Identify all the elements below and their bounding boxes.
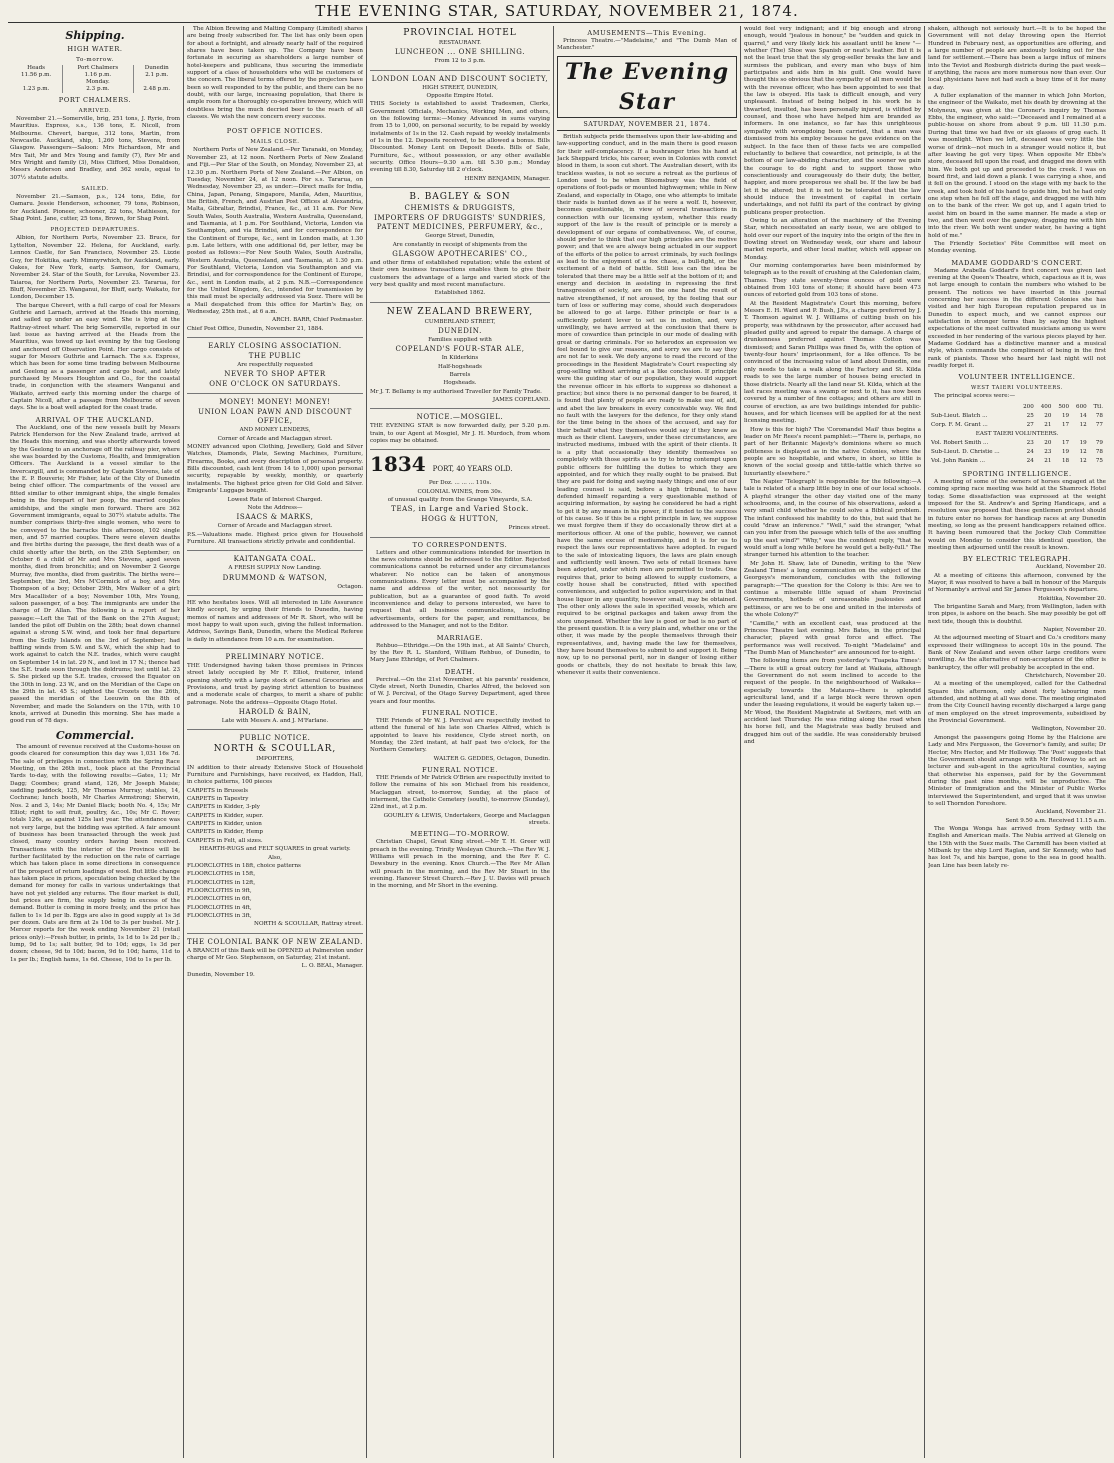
dateline: Hokitika, November 20.	[1037, 595, 1106, 602]
carpet-item: CARPETS in Felt, all sizes.	[187, 837, 263, 844]
meeting-heading: MEETING—TO-MORROW.	[410, 830, 510, 839]
london-loan-opp: Opposite Empire Hotel.	[426, 93, 494, 100]
telegraph-item: At the adjourned meeting of Stuart and Co.'s creditors many expressed their willingness to accept 10s in the pound. The Bank of New Zealand and seven other large creditors were unwilling. As the alternative of non-acceptance of the offer is bankruptcy, the offer will probably be accepted in the end.	[928, 635, 1106, 671]
amusements-heading: AMUSEMENTS—This Evening.	[587, 29, 707, 37]
funeral2-sign: GOURLEY & LEWIS, Undertakers, George and Maclaggan streets.	[383, 812, 550, 827]
bagley-addr: George Street, Dunedin,	[425, 233, 495, 240]
score-row	[930, 458, 1104, 465]
funeral2-text: THE Friends of Mr Patrick O'Brien are respectfully invited to follow the remains of his son Michael from his residence, Maclaggan street, to-morrow, Sunday, at the place of interment, the Catholic Cemetery (south), to-morrow (Sunday), 22nd inst., at 2 p.m.	[370, 774, 550, 811]
commercial-heading: Commercial.	[55, 728, 135, 742]
carpet-item: CARPETS in Brussels	[187, 787, 248, 794]
score-head	[930, 404, 1017, 411]
provincial-hotel-sub: RESTAURANT.	[438, 40, 482, 46]
local-item: "Camille," with an excellent cast, was produced at the Princess Theatre last evening. Mrs Bates, in the principal character, played with great force and effect. The performance was well received. To-night "Madelaine" and "The Dumb Man of Manchester" are announced for to-night.	[744, 620, 921, 656]
london-loan-text: THIS Society is established to assist Tradesmen, Clerks, Government Officials, Mechanics, Working Men, and others, on the following terms:—Money Advanced in sums varying from 15 to 1,000, on personal security, to be repaid by weekly instalments of 1s in the 12. Cash repaid by weekly instalments of 1s in the 12. Deposits received, to be allowed a bonus. Bills Discounted. Money Lent on Deposit Deeds. Bills of Sale, Furniture, &c., without possession, or any other available security. Office Hours—9.30 a.m. till 5.30 p.m.; Monday evening till 8.30, Saturday till 2 o'clock.	[370, 101, 550, 174]
preliminary-text: THE Undersigned having taken those premises in Princes street lately occupied by Mr F. Elliot, fruiterer, intend opening shortly with a large stock of General Groceries and Provisions, and trust by paying strict attention to business and a moderate scale of charges, to merit a share of public patronage. Note the address—Opposite Otago Hotel.	[187, 662, 363, 706]
sailed-text: November 21.—Samson, p.s., 124 tons, Edie, for Oamaru. Jessie Henderson, schooner, 79 tons, Robinson, for Auckland. Pioneer, schooner, 22 tons, Mathieson, for Shag Point. Jane, cutter, 25 tons, Brown, for Shag Point.	[10, 194, 180, 223]
union-title: UNION LOAN PAWN AND DISCOUNT OFFICE,	[198, 408, 352, 426]
score-head: 500	[1058, 403, 1070, 410]
score-cell: 78	[1095, 412, 1103, 419]
preliminary-sign: Late with Messrs A. and J. M'Farlane.	[221, 718, 329, 725]
mosgiel-title: NOTICE.—MOSGIEL.	[416, 413, 504, 422]
colonial-bank-sign: L. O. BEAL, Manager.	[301, 963, 363, 970]
score-cell: 24	[1026, 457, 1034, 464]
score-cell: 12	[1079, 457, 1087, 464]
nz-brewery-title: NEW ZEALAND BREWERY,	[386, 306, 534, 317]
score-cell: 17	[1061, 439, 1070, 446]
score-header-row	[930, 404, 1104, 411]
score-cell: 23	[1044, 448, 1052, 455]
tide-cell: 2.3 p.m.	[63, 86, 133, 93]
masthead-rule	[8, 22, 1106, 23]
score-cell: 19	[1079, 439, 1087, 446]
union-firm: ISAACS & MARKS,	[236, 513, 314, 522]
column-intelligence	[928, 26, 1106, 1458]
post-office-ad	[187, 122, 363, 338]
early-closing-sub: THE PUBLIC	[248, 352, 302, 361]
nz-brewery-item: Barrels	[449, 371, 471, 378]
sporting-text: A meeting of some of the owners of horses engaged at the coming spring race meeting was held at the Shamrock Hotel today. Some dissatisfaction was expressed at the weight imposed for the St. Andrew's and Spring Handicaps, and a resolution was proposed that these gentlemen protest should in future enter no horses for handicap races at any Dunedin meeting, so long as the present handicappers retained office. It having been rumoured that the Jockey Club Committee would on Monday to consider this identical question, the meeting then adjourned until the result is known.	[928, 478, 1106, 551]
floorcloth-item: FLOORCLOTHS in 6ft,	[187, 896, 252, 903]
score-cell: 21	[1044, 421, 1052, 428]
column-rule	[740, 26, 741, 1458]
north-scoullar-sign: NORTH & SCOULLAR, Rattray street.	[254, 921, 363, 928]
bagley-text2: and other firms of established reputation; while the extent of their own business transactions enables them to give their customers the advantage of a large and varied stock of the very best quality and most recent manufacture.	[370, 259, 550, 288]
score-head: 600	[1076, 403, 1087, 410]
provincial-hotel-title: PROVINCIAL HOTEL	[403, 28, 517, 38]
carpet-item: CARPETS in Kidder, union	[187, 821, 262, 828]
carpet-item: CARPETS in Kidder, super.	[187, 812, 264, 819]
tide-head: Heads	[10, 65, 63, 72]
score-cell: 24	[1026, 448, 1034, 455]
floorcloth-item: FLOORCLOTHS in 4ft,	[187, 904, 252, 911]
tide-cell: 1.16 p.m.	[63, 72, 133, 79]
early-closing-body: Are respectfully requested	[237, 362, 313, 369]
score-cell: 78	[1095, 448, 1103, 455]
column-rule	[924, 26, 925, 1458]
score-cell: 19	[1061, 448, 1070, 455]
score-row	[930, 440, 1104, 447]
preliminary-title: PRELIMINARY NOTICE.	[225, 652, 325, 661]
score-cell: Vol. John Rankin ...	[931, 457, 986, 464]
union-rate: Lowest Rate of Interest Charged.	[227, 496, 323, 503]
floorcloth-item: FLOORCLOTHS in 12ft,	[187, 879, 256, 886]
north-scoullar-ad	[187, 732, 363, 933]
score-cell: 14	[1079, 412, 1087, 419]
score-cell: 19	[1061, 412, 1070, 419]
colonial-bank-ad	[187, 936, 363, 983]
score-head: Ttl.	[1093, 403, 1103, 410]
tide-day: Monday.	[63, 79, 133, 86]
bagley-title: B. BAGLEY & SON	[409, 192, 511, 203]
local-item: How is this for high? The 'Coromandel Mail' thus begins a leader on Mr Rees's recent pamphlet:—"There is, perhaps, no part of her Britannic Majesty's dominions where so much politeness is displayed as in the native Colonies, where the people are so hospitable, and where, in short, so little is known of the social gossip and tittle-tattle which thrive so luxuriantly elsewhere."	[744, 426, 921, 477]
funeral-text: THE Friends of Mr W. J. Percival are respectfully invited to attend the funeral of his late son Charles Alfred, which is appointed to leave his residence, Clyde street north, on Monday, the 23rd instant, at half past two o'clock, for the Northern Cemetery.	[370, 717, 550, 754]
early-closing-big2: ONE O'CLOCK ON SATURDAYS.	[209, 380, 341, 389]
telegraph-item: At a meeting of the unemployed, called for the Cathedral Square this afternoon, only about forty labouring men attended, and nothing at all was done. The meeting originated from the City Council having recently discharged a large gang of men employed on the street improvements, subsidised by the Provincial Government.	[928, 681, 1106, 725]
union-address-label: Note the Address—	[247, 504, 303, 511]
score-cell: 25	[1026, 412, 1034, 419]
dateline-sub: Sent 9.50 a.m. Received 11.15 a.m.	[1005, 817, 1106, 824]
tide-table	[10, 65, 180, 93]
dateline: Auckland, November 21.	[1035, 809, 1106, 816]
sailed-heading: SAILED.	[81, 186, 109, 193]
union-corner: Corner of Arcade and Maclaggan street.	[217, 523, 333, 530]
correspondents-text: Letters and other communications intended for insertion in the news columns should be addressed to the Editor. Rejected communications cannot be returned under any circumstances whatever. No notice can be taken of anonymous communications. Every letter must be accompanied by the name and address of the writer, not necessarily for publication, but as a guarantee of good faith. To avoid inconvenience and delay to persons interested, we have to request that all business communications, including advertisements, orders for the paper, and remittances, be addressed to the Manager, and not to the Editor.	[370, 549, 550, 630]
colonial-wines: COLONIAL WINES, from 30s.	[417, 488, 503, 495]
column-notices	[187, 26, 363, 1458]
bagley-agents: Are constantly in receipt of shipments from the	[392, 241, 528, 248]
marriage-text: Rehbuo—Ethridge.—On the 19th inst., at All Saints' Church, by the Rev R. L. Stanford, William Rehbuo, of Dunedin, to Mary Jane Ethridge, of Port Chalmers.	[370, 642, 550, 664]
union-text: MONEY advanced upon Clothing, Jewellery, Gold and Silver Watches, Diamonds, Plate, Sewing Machines, Furniture, Firearms, Books, and every description of personal property. Bills discounted, cash lent (from 14 to 1,000) upon personal security, repayable by weekly, monthly, or quarterly instalments. The highest price given for Old Gold and Silver. Emigrants' Luggage bought.	[187, 444, 363, 495]
kaitangata-addr: Octagon.	[337, 583, 363, 590]
editorial-date: SATURDAY, NOVEMBER 21, 1874.	[557, 121, 737, 131]
local-item: The Friendly Societies' Fête Committee will meet on Monday evening.	[928, 240, 1106, 255]
bagley-ad	[370, 190, 550, 302]
kaitangata-firm: DRUMMOND & WATSON,	[222, 573, 328, 582]
life-assurance-text: HE who hesitates loses. Will all interested in Life Assurance kindly accept, by urging their friends to Dunedin, having memos of names and addresses of Mr R. Short, who will be most happy to wait upon such, giving the fullest information. Address, Savings Bank, Dunedin, where the Medical Referee is daily in attendance from 10 a.m. for examination.	[187, 599, 363, 643]
projected-heading: PROJECTED DEPARTURES.	[50, 227, 140, 234]
early-closing-big: NEVER TO SHOP AFTER	[224, 370, 326, 379]
preliminary-firm: HAROLD & BAIN,	[238, 708, 312, 717]
colonial-bank-date: Dunedin, November 19.	[187, 971, 255, 978]
arrived-heading: ARRIVED.	[78, 108, 112, 114]
london-loan-sign: HENRY BENJAMIN, Manager.	[464, 175, 550, 182]
albion-notice: The Albion Brewing and Malting Company (Limited) shares are being freely subscribed for. The list has only been open for about a fortnight, and already nearly half of the required shares have been taken up. The Company have been fortunate in securing as shareholders a large number of hotel-keepers and publicans, thus securing the immediate support of a class of householders who will be customers of the concern. The liberal terms offered by the projectors have been so well responded to by the public, and there can be no doubt, with our large, increasing population, that there is ample room for a thoroughly co-operative brewery, which will doubtless bring the much decried beer to the reach of all classes. We wish the new concern every success.	[187, 26, 363, 121]
high-water-sub: To-morrow.	[76, 57, 114, 63]
preliminary-ad	[187, 651, 363, 730]
public-notice-title: PUBLIC NOTICE.	[239, 734, 311, 743]
tide-row	[10, 79, 180, 86]
carpet-item: CARPETS in Tapestry	[187, 796, 249, 803]
leader-article: British subjects pride themselves upon their law-abiding and law-supporting conduct, and in the main there is good reason for their self-complacency. If a bushranger tries his hand at Jack Sheppard tricks, his career, even in Colonies with convict blood in them, is soon cut short. The Australian desert, with its trackless wastes, is not so secure a retreat as the purlieus of London used to be when Bloomsbury was the field of operations of foot-pads or mounted highwaymen; while in New Zealand, and especially in Otago, one who attempts to imitate their raids is hunted down as if he were a wolf. It, however, becomes questionable, in view of several transactions in connection with our licensing system, whether this ready support of the law is the result of principle or is merely a development of our organs of combativeness. We, of course, should prefer to think that our high principles are the motive power; and that we are always being actuated in our support of the efforts of the police to arrest criminals, by such feelings as lead to the enjoyment of a fox chase, a bull-fight, or the excitement of a field of battle. Still less can the idea be tolerated that there may be a little self at the bottom of it; and energy and decision in assisting in repressing the first transgression of society, are on the one hand the result of native strengthened, if not aroused, by the feeling that our turn of loss or suffering may come, should such desperadoes be allowed to go at large. Either principle or fear is a sufficiently potent lever to set us in motion, and, very unwillingly, we have arrived at the conclusion that there is more of cowardice than principle in our mode of dealing with great or daring criminals. For so heterodox an expression we feel bound to give our reasons, and sorry we are to say they are not far to seek. We defy anyone to read the record of the proceedings in the Resident Magistrate's Court respecting sly grog-selling without arriving at a like conclusion. If principle were the guiding star of our population, they would support the revenue officer in his efforts to suppress so dishonest a practice; but since there is no personal danger to be feared, it is found that plenty of people are ready to make use of, aid, and abet the law breakers in every conceivable way. We find no fault with the lawyers for the defence, for they only stand for the time being in the shoes of the accused, and say for their behalf what they themselves would say if they knew as much as their client. Lawyers, under these circumstances, are instructed mediums, imbued with the spirit of their clients. It is a pity that occasionally they identify themselves so completely with those spirits as to try to bring contempt upon public officers for fulfilling the duties to which they are appointed, and for which they really ought to be praised. But they are paid for doing and saying nasty things; and one of our leading counsel is said, before a high tribunal, to have defended himself regarding a very questionable method of acquiring information, by saying he considered he had a right to get it by any means in his power, if it tended to the success of his cause. So if this be a right principle in law, we suppose we must forgive them if they do occasionally throw dirt at a meritorious officer. At one of the public, however, we cannot have the same excuse of mediumship, and it is for us to respect the laws our representatives have adopted. In regard to the sale of intoxicating liquors, the laws are plain enough and sufficiently well known. Two sets of retail licenses have been adopted, under which men are permitted to trade. One requires that, prior to being allowed to supply customers, a costly house shall be constructed, fitted with specified conveniences, and subjected to police supervision; and in that house liquor in any quantity, however small, may be obtained. The other only allows the sale in specified vessels, which are required to be original packages and taken away from the store unopened. Whether the law is good or bad is no part of the present question. It is a very plain and, whether one or the other, it was made by the people themselves through their representatives, and, having made the law for themselves, they have bound themselves to submit to and support it. Being now, up to no personal peril, nor in danger of losing either goods or chattels, they do not hesitate to break this law, whenever it suits their convenience.	[557, 134, 737, 677]
shipping-heading: Shipping.	[65, 29, 125, 42]
tide-cell: 2.48 p.m.	[143, 86, 171, 92]
post-office-sign: ARCH. BARR, Chief Postmaster.	[272, 317, 363, 324]
score-cell: 23	[1026, 439, 1034, 446]
bagley-est: Established 1862.	[434, 290, 486, 297]
score-cell: 75	[1095, 457, 1103, 464]
hearth-rugs: HEARTH-RUGS and FELT SQUARES in great variety.	[199, 846, 351, 853]
post-office-heading: POST OFFICE NOTICES.	[226, 127, 324, 136]
masthead: THE EVENING STAR, SATURDAY, NOVEMBER 21, 1874.	[315, 2, 799, 20]
score-subheading-row	[930, 431, 1104, 438]
score-row	[930, 422, 1104, 429]
marriage-heading: MARRIAGE.	[436, 633, 484, 642]
north-scoullar-title: NORTH & SCOULLAR,	[213, 744, 337, 755]
kaitangata-ad	[187, 553, 363, 596]
north-also: Also,	[268, 854, 282, 861]
nz-brewery-addr: CUMBERLAND STREET,	[424, 318, 496, 325]
correspondents-heading: TO CORRESPONDENTS.	[412, 540, 508, 549]
sporting-heading: SPORTING INTELLIGENCE.	[962, 469, 1072, 478]
post-office-date: Chief Post Office, Dunedin, November 21, 1884.	[187, 325, 324, 332]
carpet-item: CARPETS in Kidder, Hemp	[187, 829, 264, 836]
dateline: Napier, November 20.	[1043, 627, 1106, 633]
volunteer-sub: WEST TAIERI VOLUNTEERS.	[971, 385, 1063, 392]
score-cell: 18	[1061, 457, 1070, 464]
local-item: Mr John H. Shaw, late of Dunedin, writing to the 'New Zealand Times' a long communication on the subject of the Georgeys's memorandum, concludes with the following paragraph:—"The question for the Colony is this: Are we to continue a miserable little squad of sham Provincial Governments, hotbeds of unreasonable jealousies and pettiness, or are we to be one and united in the interests of the whole Colony?"	[744, 560, 921, 619]
mails-close-heading: MAILS CLOSE.	[250, 139, 300, 146]
mosgiel-notice	[370, 411, 550, 450]
colonial-wines-quality: of unusual quality from the Grange Vineyards, S.A.	[387, 497, 533, 504]
commercial-text: The amount of revenue received at the Customs-house on goods cleared for consumption this day was 1,031 16s 7d. The sale of privileges in connection with the Spring Race Meeting, on the 26th inst., took place at the Provincial Yards to-day, with the following results:—Gates, 11; Mr Dagg; Coombes; grand stand, 126, Mr Joseph Maisie; saddling paddock, 125, Mr Thomas Murray; stables, 14, Cochrane; lunch booth, Mr Charles Armstrong; Sherwin, Nos. 2 and 3, 14s; Mr Daniel Black; booth No. 4, 15s; Mr Elliot; right to sell fruit, poultry, &c., 10s; Mr C. Rover; totals 126s, as against 125s last year. The attendance was not very large, but the bidding was spirited. A fair amount of business has been transacted through the week just closed, many country orders having been received. Transactions with the interior of the Province will be further facilitated by the reduction on the rate of carriage which has taken place in some directions in consequence of the prospect of return loadings of wool. But little change has taken place in prices, speculation being checked by the demand for money for calls in various undertakings that have not yet yielded any returns. The flour market is dull, but prices are firm, the supply being in excess of the demand. Butter is coming in more freely, and the price has fallen to 1s 1d per lb. Eggs are also in good supply at 1s 3d per dozen. Oats are firm at 2s 10d to 3s per bushel. Mr J. Mercer reports for the week ending November 21 (retail prices only):—Fresh butter, in prints, 1s 1d to 1s 2d per lb.; lump, 9d to 1s; salt butter, 9d to 10d; eggs, 1s 3d per dozen; cheese, 9d to 10d; bacon, 9d to 10d; hams, 11d to 1s per lb.; English hams, 1s 6d. Cheese, 10d to 1s per lb.	[10, 743, 180, 963]
death-heading: DEATH.	[444, 667, 476, 676]
tide-cell: 1.23 p.m.	[10, 86, 63, 93]
north-scoullar-text: IN addition to their already Extensive Stock of Household Furniture and Furnishings, have received, ex Haddon, Hall, in choice patterns, 100 pieces	[187, 764, 363, 786]
provincial-hotel-time: From 12 to 3 p.m.	[434, 58, 486, 65]
newspaper-title: The Evening Star	[557, 56, 737, 118]
floorcloth-item: FLOORCLOTHS in 15ft,	[187, 871, 256, 878]
nz-brewery-ad	[370, 305, 550, 410]
tide-head: Dunedin	[144, 65, 169, 71]
column-rule	[183, 26, 184, 1458]
colonial-bank-text: A BRANCH of this Bank will be OPENED at Palmerston under charge of Mr Geo. Stephenson, on Saturday, 21st instant.	[187, 947, 363, 961]
score-cell: 12	[1079, 448, 1087, 455]
tide-row	[10, 72, 180, 79]
port-price: Per Doz. ... ... ... 110s.	[428, 480, 492, 487]
telegraph-item: The Wonga Wonga has arrived from Sydney with the English and American mails. The Nubia arrived at Glenelg on the 15th with the Suez mails. The Carnmill has been visited at Milbank by the ship Lord Raglan, and Sir Kennedy, who had has lost 7s, and his barque, gone to the sea in good health. Jean Line has been lately re-	[928, 825, 1106, 869]
tide-cell: 11.56 p.m.	[10, 72, 63, 79]
arrived-text: November 21.—Somerville, brig, 251 tons, J. Ryrie, from Mauritius. Express, s.s., 136 tons, E. Nicoll, from Melbourne. Chevert, barque, 312 tons, Martin, from Newcastle. Auckland, ship, 1,260 tons, Stevens, from Glasgow. Passengers—Saloon: Mrs Richardson, Mr and Mrs Tait, Mr and Mrs Young and family (7), Rev Mr and Mrs Wright and family (3), Miss Clifford, Miss Donaldson, Messrs Anderson and Bradley, and 362 souls, equal to 307½ statute adults.	[10, 116, 180, 181]
telegraph-heading: BY ELECTRIC TELEGRAPH.	[962, 555, 1072, 564]
carpet-item: CARPETS in Kidder, 3-ply	[187, 804, 260, 811]
column-advertisements	[370, 26, 550, 1458]
union-ps: P.S.—Valuations made. Highest price given for Household Furniture. All transactions strictly private and confidential.	[187, 531, 363, 545]
tide-header-row	[10, 65, 180, 72]
london-loan-addr: HIGH STREET, DUNEDIN,	[422, 84, 498, 91]
money-title: MONEY! MONEY! MONEY!	[219, 398, 331, 407]
provincial-hotel-ad	[370, 26, 550, 71]
port-title: PORT, 40 YEARS OLD.	[432, 465, 513, 474]
local-item: A fuller explanation of the manner in which John Morton, the engineer of the Waikato, met his death by drowning at the Molyneux, was given at the Coroner's inquiry by Thomas Ebbs, the engineer, who said:—"Deceased and I remained at a public-house on shore from about 9 p.m. till 11.30 p.m. During that time we had five or six glasses of grog each. It was moonlight. When we left, deceased was very little the worse of drink—not much in a stranger would notice it, but after leaving he got very tipsy. When opposite Mr Ebbs's store, deceased fell upon the road, and dragged me down with him. We both got up and proceeded to the creek. I was on board first, and laid down a plank. I was carrying a shoe, and it fell on the ground. I stood on the stage with my back to the creek, and took hold of his hand to guide him, but he had only one step when he fell off the stage, and dragged me with him on to the bank of the river. We got up, and I again tried to assist him on board in the same manner. He made a step or two, and then went over the gangway, dragging me with him into the river. We both went under water, he having a tight hold of me."	[928, 93, 1106, 239]
bagley-text: IMPORTERS OF DRUGGISTS' SUNDRIES, PATENT MEDICINES, PERFUMERY, &c.,	[374, 214, 546, 232]
column-local-news	[744, 26, 921, 1458]
local-item: At the Resident Magistrate's Court this morning, before Messrs E. H. Ward and P. Bush, J.P.s, a charge preferred by J. T. Thomson against W. J. Williams of cutting bush on his property, was withdrawn by the prosecutor, after accused had pleaded guilty and agreed to repair the damage. A charge of drunkenness preferred against Thomas Cotton was dismissed; and Saran Phillips was fined 5s, with the option of twenty-four hours' imprisonment, for a like offence. To be convinced of the increasing value of land about Dunedin, one only needs to take a walk along the Factory and St. Kilda roads to see the large number of houses being erected in those districts. Nearly all the land near St. Kilda, which at the last races meeting was a swamp or next to it, has now been covered by a number of fine cottages; and others are still in course of erection, as are two buildings intended for public-houses, and for which licenses will be applied for at the next licensing meeting.	[744, 300, 921, 425]
local-item: The following items are from yesterday's 'Tuapeka Times':—There is still a great outcry for land at Waikaia, although the Government do not seem inclined to accede to the request of the people. In the neighbourhood of Waikaka—especially towards the Mataura—there is splendid agricultural land, and if a large block were thrown open under the leasing regulations, it would be eagerly taken up.—Mr Wood, the Resident Magistrate at Switzers, met with an accident last Thursday. He was riding along the road when his horse fell, and the Magistrate was badly bruised and dragged him out of the saddle. He was considerably bruised and	[744, 658, 921, 745]
arrival-text: The Auckland, one of the new vessels built by Messrs Patrick Henderson for the New Zealand trade, arrived at the Heads this morning, and was shortly afterwards towed by the Geelong to an anchorage off the railway pier, where she was boarded by the Customs, Health, and Immigration Officers. The Auckland is a vessel similar to the Invercargill, and is commanded by Captain Stevens, late of the E. P. Bouverie; Mr Fisher, late of the City of Dunedin being chief officer. The compartments of the vessel are fitted similar to other immigrant ships, the single females being in the forepart of her poop, the married couples amidships, and the single men forward. There are 362 Government immigrants, equal to 307½ statute adults. The number comprises thirty-five single women, who were to be conveyed to the barracks this afternoon, 102 single men, and 57 married couples. There were eleven deaths and five births during the passage, the first death was of a child shortly after the birth, on the 25th September; on October 6 a child of Mr and Mrs Stevens, aged seven months, died from bronchitis; and on November 2 George Murray, five months, died from gastritis. The births were—September, the 3rd, Mrs M'Cormick of a boy, and Mrs Thompson of a boy; October 29th, Mrs Walker of a girl; Mrs Macallister of a boy; November 10th, Mrs Young, saloon passenger, of a boy. The immigrants are under the charge of Dr Allan. The following is a report of her passage:—Left the Tail of the Bank on the 27th August; landed the pilot off Dublin on the 28th; beat down channel against a strong S.W. wind, and took her final departure from the Scilly Islands on the 3rd of September; had baffling winds from S.W. and S.W., which the ship had to work against to catch the N.E. trades, which were caught on September 14 in lat. 29 N., and lost in 17 N.; thence had the S.E. trade soon through the doldrums; lost until lat. 23 S. She picked up the S.E. trades, crossed the Equator on the 30th in long. 23 W., and on the Meridian of the Cape on the 29th in lat. 45 S.; sighted the Crozets on the 26th, passed the meridian of the Leeuwin on the 8th of November, and made the Solanders on the 17th, with 10 knots, arrived at Dunedin this morning. She has made a good run of 78 days.	[10, 424, 180, 725]
madame-goddard-heading: MADAME GODDARD'S CONCERT.	[951, 258, 1083, 267]
score-cell: Sub-Lieut. D. Christie ...	[931, 448, 1000, 455]
funeral2-heading: FUNERAL NOTICE.	[421, 765, 499, 774]
score-row	[930, 413, 1104, 420]
leader-continued: would feel very indignant; and if big enough and strong enough, would "jealous in honour," be "sudden and quick in quarrel," and very likely kick his assailant until he knew "—whether (The) Shoe was Spanish or neat's leather. But it is not the least true that the sly grog-seller breaks the law and surmises the publican, and every man who buys of him participates and aids him in his guilt. One would have thought this so obvious that the sympathy of all men would be with the revenue officer, who has been appointed to see that the law is obeyed. His task is difficult enough, and very unpleasant. Instead of being helped in his work he is thwarted, insulted, has been personally injured, is vilified by counsel, and those who have helped him are branded as informers. In one instance, so far has this unrighteous sympathy with wrongdoing been carried, that a man was dismissed from his employ because he gave evidence on the subject. In the face then of these facts we are compelled reluctantly to believe that cowardice, not principle, is at the bottom of our law-abiding character, and the sooner we gain the courage to do right and to support those who conscientiously and courageously do their duty, the better, happier, and more prosperous we shall be. If the law be bad let it be altered; but it is not to be tolerated that the law should induce the investment of capital in certain undertakings, and not fulfil its part of the contract by giving publicans proper protection.	[744, 26, 921, 216]
provincial-hotel-lunch: LUNCHEON ... ONE SHILLING.	[394, 48, 526, 57]
funeral-heading: FUNERAL NOTICE.	[421, 708, 499, 717]
local-item: The Napier 'Telegraph' is responsible for the following:—A tale is related of a sharp little boy in one of our local schools. A playful stranger the other day visited one of the many schoolrooms, and, in the course of his observations, asked a very small child whether he could solve a Biblical problem. The infant confessed his inability to do this, but said that he could "draw an inference." "Well," said the stranger, "what can you infer from the passage which tells of the ass snuffing up the east wind?" "Why," was the confident reply, "that he would snuff a long while before he would get a belly-full." The stranger turned his attention to the teacher.	[744, 478, 921, 559]
kaitangata-title: KAITANGATA COAL.	[233, 555, 317, 564]
early-closing-ad	[187, 340, 363, 394]
nz-brewery-item: Hogsheads.	[443, 380, 477, 387]
score-subheading: EAST TAIERI VOLUNTEERS.	[975, 430, 1059, 437]
score-head: 400	[1040, 403, 1052, 410]
port-wine-ad	[370, 452, 550, 537]
meeting-text: Christian Chapel, Great King street.—Mr T. H. Greer will preach in the evening. Trinity Wesleyan Church.—The Rev W. J. Williams will preach in the morning, and the Rev F. C. Dewsbury in the evening. Knox Church.—The Rev Mr Allan will preach in the morning, and the Rev Mr Stuart in the evening. Hanover Street Church.—Rev J. U. Davies will preach in the morning, and Mr Short in the evening.	[370, 839, 550, 890]
mosgiel-text: THE EVENING STAR is now forwarded daily, per 5.20 p.m. train, to our Agent at Mosgiel, Mr J. H. Murdoch, from whom copies may be obtained.	[370, 423, 550, 444]
column-rule	[366, 26, 367, 1458]
bagley-sub: CHEMISTS & DRUGGISTS,	[404, 204, 516, 213]
port-chalmers-heading: PORT CHALMERS.	[58, 96, 132, 104]
nz-brewery-item: Half-hogsheads	[438, 363, 482, 370]
funeral-sign: WALTER G. GEDDES, Octagon, Dunedin.	[433, 755, 550, 762]
score-cell: 21	[1044, 457, 1052, 464]
column-rule	[553, 26, 554, 1458]
hogg-hutton: HOGG & HUTTON,	[421, 515, 499, 524]
nz-brewery-families: Families supplied with	[428, 336, 492, 343]
tide-row	[10, 86, 180, 93]
score-row	[930, 449, 1104, 456]
kaitangata-text: A FRESH SUPPLY Now Landing.	[228, 565, 322, 572]
score-cell: 27	[1026, 421, 1034, 428]
death-text: Percival.—On the 21st November, at his parents' residence, Clyde street, North Dunedin, Charles Alfred, the beloved son of W. J. Percival, of the Otago Survey Department, aged three years and four months.	[370, 676, 550, 705]
column-editorial	[557, 26, 737, 1458]
nz-brewery-ale: COPELAND'S FOUR-STAR ALE,	[395, 345, 525, 354]
score-cell: Vol. Robert Smith ...	[931, 439, 989, 446]
local-item: Owing to an alteration of the machinery of the Evening Star, which necessitated an early issue, we are obliged to hold over our report of the inquiry into the origin of the fire in Dowling street on Wednesday week, our share and labour market reports, and other local matter, which will appear on Monday.	[744, 217, 921, 261]
floorcloth-item: FLOORCLOTHS in 18ft, choice patterns	[187, 862, 301, 869]
life-assurance-ad	[187, 598, 363, 649]
union-loan-ad	[187, 396, 363, 551]
telegraph-item: At a meeting of citizens this afternoon, convened by the Mayor, it was resolved to have a ball in honour of the Marquis of Normanby's arrival and Sir James Fergusson's departure.	[928, 572, 1106, 594]
london-loan-title: LONDON LOAN AND DISCOUNT SOCIETY,	[371, 74, 549, 83]
tide-head: Port Chalmers	[63, 65, 133, 72]
early-closing-title: EARLY CLOSING ASSOCIATION.	[208, 342, 342, 351]
nz-brewery-agent: Mr J. T. Bellamy is my authorised Traveller for Family Trade.	[370, 388, 542, 395]
volunteer-intro: The principal scores were:—	[934, 393, 1016, 400]
score-cell: 20	[1044, 412, 1052, 419]
colonial-bank-title: THE COLONIAL BANK OF NEW ZEALAND.	[187, 937, 363, 946]
column-shipping	[10, 26, 180, 1458]
telegraph-item: The brigantine Sarah and Mary, from Wellington, laden with iron pipes, is ashore on the beach. She may possibly be got off next tide, though this is doubtful.	[928, 603, 1106, 625]
dateline: Auckland, November 20.	[1035, 564, 1106, 571]
bagley-glasgow: GLASGOW APOTHECARIES' CO.,	[392, 249, 528, 258]
projected-text: Albion, for Northern Ports, November 23. Bruce, for Lyttelton, November 22. Helena, for Auckland, early. Lennox Castle, for San Francisco, November 25. Lizzie Guy, for Hokitika, early. Mimnyrwhich, for Auckland, early. Oakes, for New York, early. Samson, for Oamaru, November 24. Star of the South, for Levuka, November 23. Taiaroa, for Northern Ports, November 23. Tararua, for Bluff, November 25. Wanganui, for Bluff, early. Waikato, for London, December 15.	[10, 235, 180, 301]
floorcloth-item: FLOORCLOTHS in 3ft,	[187, 912, 252, 919]
port-year	[370, 454, 550, 479]
hogg-hutton-addr: Princes street.	[508, 525, 550, 532]
teas: TEAS, in Large and Varied Stock.	[391, 505, 529, 514]
volunteer-heading: VOLUNTEER INTELLIGENCE.	[958, 373, 1076, 382]
score-cell: Corp. F. M. Grant ...	[931, 421, 988, 428]
port-year-number: 1834	[370, 452, 426, 477]
score-head: 200	[1023, 403, 1034, 410]
amusements-text: Princess Theatre.—"Madelaine," and "The Dumb Man of Manchester."	[557, 38, 737, 52]
arrival-heading: ARRIVAL OF THE AUCKLAND.	[35, 415, 155, 424]
dateline: Christchurch, November 20.	[1024, 673, 1106, 680]
local-item-continued: shaken, although not seriously hurt.—It is to be hoped the Government will not delay throwing open the Herriot Hundred in February next, as opportunities are offering, and a large number of people are anxiously looking out for the land for settlement.—There has been a large influx of miners into the Teviot and Roxburgh districts during the past week—if anything, the races are more numerous now than ever. Our local physicians have not had such a busy time of it for many a day.	[928, 26, 1106, 91]
post-office-text: Northern Ports of New Zealand.—Per Taranaki, on Monday, November 23, at 12 noon. Northern Ports of New Zealand and Fiji.—Per Star of the South, on Monday, November 23, at 12.30 p.m. Northern Ports of New Zealand.—Per Albion, on Tuesday, November 24, at 12 noon. For s.s. Tararua, on Wednesday, November 25, as under:—Direct mails for India, China, Japan, Penang, Singapore, Manila, Aden, Mauritius, the British, French, and Austrian Post Offices at Alexandria, Malta, Gibraltar, Brindisi, France, &c., at 11 a.m. For New South Wales, South Australia, Western Australia, Queensland, and Tasmania, at 1 p.m. For Southland, Victoria, London via Southampton, and via Brindisi, and for correspondence for the Continent of Europe, &c., sent in London mails, at 1.30 p.m. Late letters, with one additional 6d, per letter, may be posted as follows:—For New South Wales, South Australia, Western Australia, Queensland, and Tasmania, at 1.30 p.m. For Southland, Victoria, London via Southampton and via Brindisi, and for correspondence for the Continent of Europe, &c., sent in London mails, at 2 p.m. N.B.—Correspondence for the United Kingdom, &c., intended for transmission by this mail must be specially addressed via Suez. There will be a Mail despatched from this office for Martin's Bay, on Wednesday, 25th inst., at 6 a.m.	[187, 147, 363, 316]
score-cell: 17	[1061, 421, 1070, 428]
score-cell: 79	[1095, 439, 1103, 446]
union-addr: Corner of Arcade and Maclaggan street.	[217, 435, 333, 442]
london-loan-ad	[370, 73, 550, 188]
local-item: Our morning contemporaries have been misinformed by telegraph as to the result of crushing at the Caledonian claim, Thames. They state seventy-three ounces of gold were obtained from 103 tons of stone; it should have been 473 ounces of retorted gold from 103 tons of stone.	[744, 263, 921, 299]
union-sub: AND MONEY LENDERS,	[239, 427, 311, 434]
tide-cell: 2.1 p.m.	[145, 72, 169, 78]
score-cell: 77	[1095, 421, 1103, 428]
score-cell: Sub-Lieut. Blatch ...	[931, 412, 988, 419]
score-cell: 20	[1044, 439, 1052, 446]
high-water-heading: HIGH WATER.	[67, 45, 123, 53]
floorcloth-item: FLOORCLOTHS in 9ft,	[187, 887, 252, 894]
nz-brewery-city: DUNEDIN.	[438, 326, 482, 335]
telegraph-item: Amongst the passengers going Home by the Halcione are Lady and Mrs Fergusson, the Governor's family, and suite; Dr Hector, Mrs Hector, and Mr Holloway. The 'Post' suggests that the Government should arrange with Mr Holloway to act as lecturer and sub-agent in the agricultural counties, saying that otherwise his expenses, paid for by the Government during the past nine months, will be unproductive. The Minister of Immigration and the Minister of Public Works interviewed the Superintendent, and urged that it was unwise to sell Thorndon Foreshore.	[928, 734, 1106, 807]
shipping-report: The barque Chevert, with a full cargo of coal for Messrs Guthrie and Larnach, arrived at the Heads this morning, and sailed up under an easy wind. She is lying at the Rattray-street wharf. The brig Somerville, reported in our last issue as having arrived at the Heads from the Mauritius, was towed up last evening by the tug Geelong and anchored off Observation Point. Her cargo consists of sugar for Messrs Guthrie and Larnach. The s.s. Express, which has been for some time trading between Melbourne and Geelong as a passenger and cargo boat, and lately purchased by Messrs Houghton and Co., for the coastal trade, in conjunction with the steamers Wanganui and Waikato, arrived early this morning under the charge of Captain Nicoll, after a passage from Melbourne of seven days. She is a boat well adapted for the coast trade.	[10, 302, 180, 412]
nz-brewery-sign: JAMES COPELAND.	[492, 396, 550, 403]
score-cell: 12	[1079, 421, 1087, 428]
dateline: Wellington, November 20.	[1031, 726, 1106, 733]
north-scoullar-sub: IMPORTERS,	[256, 756, 294, 763]
nz-brewery-item: In Kilderkins	[441, 355, 479, 362]
score-table	[928, 402, 1106, 467]
madame-goddard-text: Madame Arabella Goddard's first concert was given last evening at the Queen's Theatre, which, capacious as it is, was not large enough to contain the numbers who wished to be present. The notices we have inserted in this journal concerning her success in the different Colonies she has visited and her high European reputation prepared us in Dunedin to expect much, and we cannot express our satisfaction in stronger terms than by saying the highest expectations of the most cultivated musicians among us were exceeded in her rendering of the various pieces played by her. Madame Goddard has a distinctive manner and a musical style, which commands the compliment of being in the first rank of pianists. Those who heard her last night will not readily forget it.	[928, 267, 1106, 370]
